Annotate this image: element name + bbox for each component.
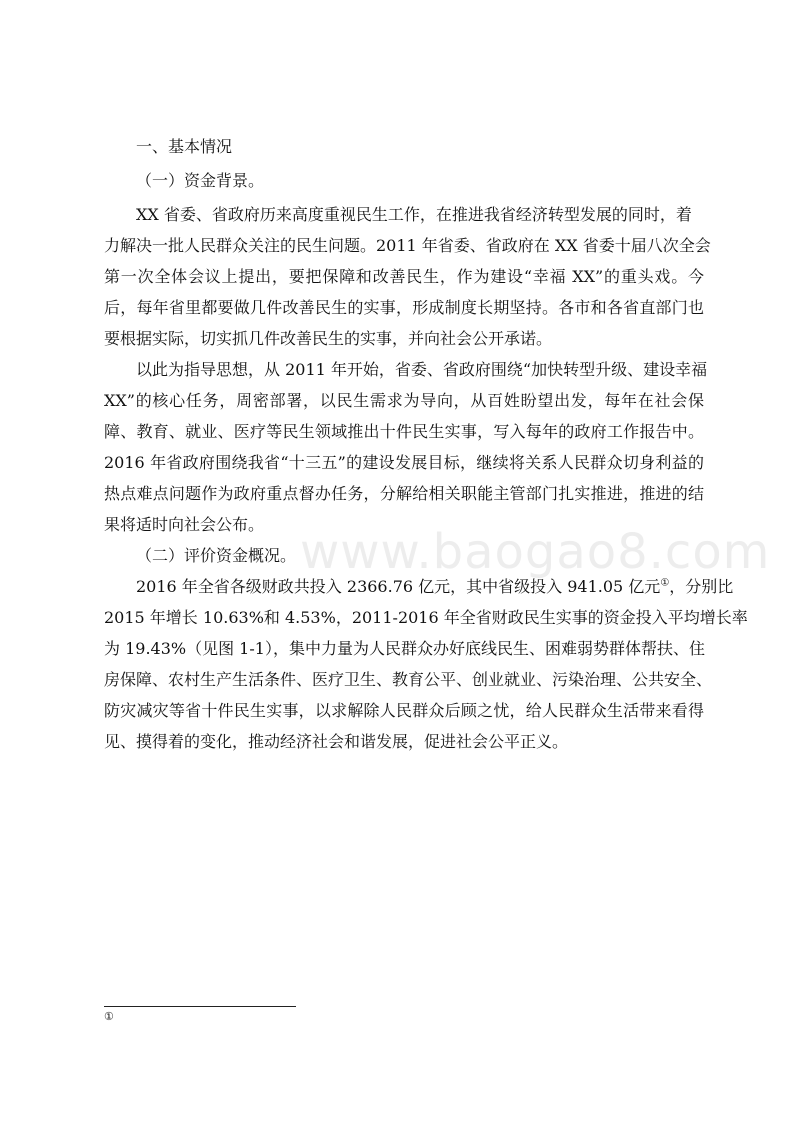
paragraph-3-line: 见、摸得着的变化，推动经济社会和谐发展，促进社会公平正义。 — [104, 732, 569, 751]
paragraph-3-line — [136, 577, 734, 597]
section-heading: 一、基本情况 — [136, 137, 233, 156]
footnote-reference[interactable]: ① — [660, 577, 670, 589]
paragraph-2-line: 以此为指导思想，从 2011 年开始，省委、省政府围绕“加快转型升级、建设幸福 — [136, 360, 708, 379]
footnote-divider — [104, 1006, 296, 1007]
paragraph-1-line: 后，每年省里都要做几件改善民生的实事，形成制度长期坚持。各市和各省直部门也 — [104, 298, 704, 317]
paragraph-1-line: 第一次全体会议上提出，要把保障和改善民生，作为建设“幸福 XX”的重头戏。今 — [104, 267, 704, 286]
paragraph-2-line: 2016 年省政府围绕我省“十三五”的建设发展目标，继续将关系人民群众切身利益的 — [104, 453, 704, 472]
watermark-text: www.baogao8.com — [300, 524, 771, 580]
paragraph-3-text: ，分别比 — [669, 577, 734, 596]
paragraph-2-line: 果将适时向社会公布。 — [104, 515, 265, 534]
paragraph-3-line: 为 19.43%（见图 1-1），集中力量为人民群众办好底线民生、困难弱势群体帮扶、住 — [104, 639, 705, 658]
subsection-heading-funding-background: （一）资金背景。 — [136, 171, 265, 190]
footnote-marker: ① — [104, 1010, 114, 1023]
paragraph-2-line: XX”的核心任务，周密部署，以民生需求为导向，从百姓盼望出发，每年在社会保 — [104, 391, 704, 410]
paragraph-3-line: 2015 年增长 10.63%和 4.53%，2011-2016 年全省财政民生实事的资金投入平均增长率 — [104, 608, 748, 627]
paragraph-1-line: 力解决一批人民群众关注的民生问题。2011 年省委、省政府在 XX 省委十届八次全会 — [104, 236, 711, 255]
paragraph-2-line: 障、教育、就业、医疗等民生领域推出十件民生实事，写入每年的政府工作报告中。 — [104, 422, 704, 441]
paragraph-1-line: XX 省委、省政府历来高度重视民生工作，在推进我省经济转型发展的同时，着 — [136, 205, 692, 224]
paragraph-1-line: 要根据实际，切实抓几件改善民生的实事，并向社会公开承诺。 — [104, 329, 553, 348]
subsection-heading-funding-overview: （二）评价资金概况。 — [136, 546, 297, 565]
paragraph-3-line: 房保障、农村生产生活条件、医疗卫生、教育公平、创业就业、污染治理、公共安全、 — [104, 670, 713, 689]
paragraph-3-line: 防灾减灾等省十件民生实事，以求解除人民群众后顾之忧，给人民群众生活带来看得 — [104, 701, 704, 720]
paragraph-3-text: 2016 年全省各级财政共投入 2366.76 亿元，其中省级投入 941.05 亿元 — [136, 577, 661, 596]
paragraph-2-line: 热点难点问题作为政府重点督办任务，分解给相关职能主管部门扎实推进，推进的结 — [104, 484, 704, 503]
